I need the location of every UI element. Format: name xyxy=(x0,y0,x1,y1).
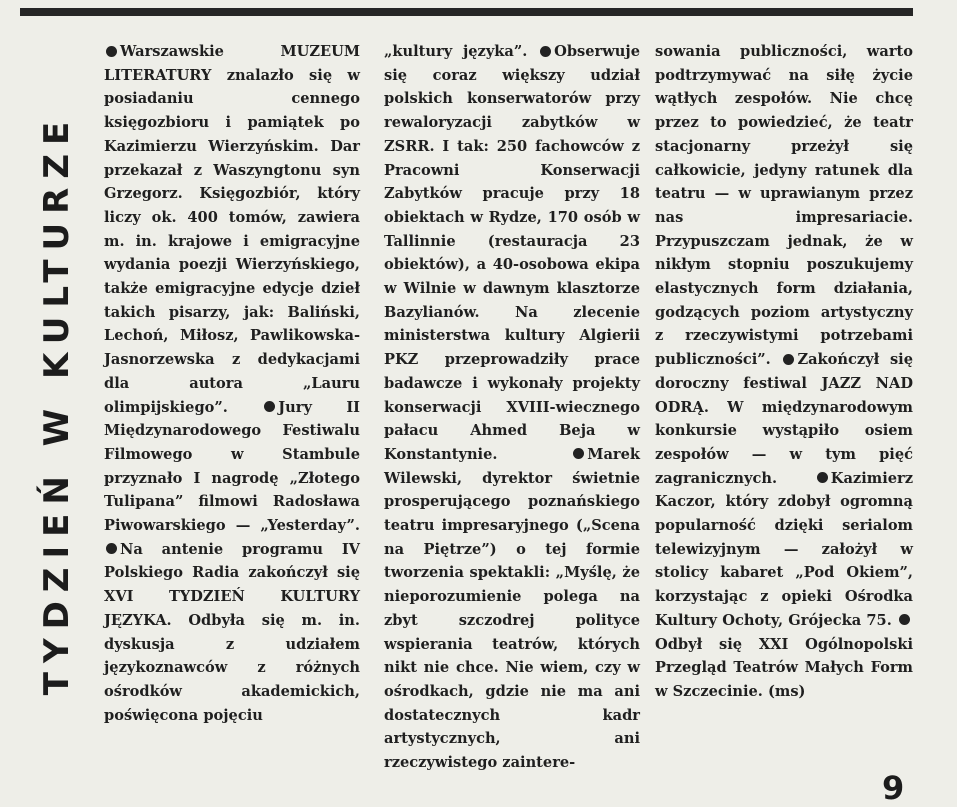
person-name: Radosława Piwowarskiego xyxy=(104,493,360,535)
column-1 xyxy=(104,40,360,727)
bullet-icon xyxy=(899,614,910,625)
bullet-icon xyxy=(106,543,117,554)
top-rule xyxy=(20,8,913,16)
section-title: TYDZIEŃ W KULTURZE xyxy=(37,112,78,696)
bullet-icon xyxy=(573,448,584,459)
column-3 xyxy=(655,40,913,704)
person-name: Kazimierz Kaczor, xyxy=(655,469,913,511)
bullet-icon xyxy=(817,472,828,483)
page-number: 9 xyxy=(882,769,905,807)
column-1-text: Warszawskie MUZEUM LITERATURY znalazło się w posiadaniu cennego księgozbioru i pamiątek po Kazimierzu Wierzyńskim. Dar przekazał z Waszyngtonu syn Grzegorz. Księgozbiór, który liczy ok. 400 tomów, zawiera m. in. krajowe i emigracyjne wydania poezji Wierzyńskiego, także emigracyjne edycje dzieł takich pisarzy, jak: Baliński, Lechoń, Miłosz, Pawlikowska-Jasnorzewska z dedykacjami dla autora „Lauru olimpijskiego”. Jury II Międzynarodowego Festiwalu Filmowego w Stambule przyznało I nagrodę „Złotego Tulipana” filmowi Radosława Piwowarskiego — „Yesterday”. Na antenie programu IV Polskiego Radia zakończył się XVI TYDZIEŃ KULTURY JĘZYKA. Odbyła się m. in. dyskusja z udziałem językoznawców z różnych ośrodków akademickich, poświęcona pojęciu xyxy=(104,43,360,724)
column-2 xyxy=(384,40,640,775)
bullet-icon xyxy=(106,46,117,57)
column-3-text: sowania publiczności, warto podtrzymywać na siłę życie wątłych zespołów. Nie chcę przez to powiedzieć, że teatr stacjonarny przeżył się całkowicie, jedyny ratunek dla teatru — w uprawianym przez nas impresariacie. Przypuszczam jednak, że w nikłym stopniu poszukujemy elastycznych form działania, godzących poziom artystyczny z rzeczywistymi potrzebami publiczności”. Zakończył się doroczny festiwal JAZZ NAD ODRĄ. W międzynarodowym konkursie wystąpiło osiem zespołów — w tym pięć zagranicznych. Kazimierz Kaczor, który zdobył ogromną popularność dzięki serialom telewizyjnym — założył w stolicy kabaret „Pod Okiem”, korzystając z opieki Ośrodka Kultury Ochoty, Grójecka 75. Odbył się XXI Ogólnopolski Przegląd Teatrów Małych Form w Szczecinie. (ms) xyxy=(655,43,913,700)
section-title-vertical xyxy=(28,54,86,754)
person-name: Marek Wilewski, xyxy=(384,445,640,487)
person-name: Kazimierzu Wierzyńskim. xyxy=(104,137,319,155)
column-2-text: „kultury języka”. Obserwuje się coraz większy udział polskich konserwatorów przy rewaloryzacji zabytków w ZSRR. I tak: 250 fachowców z Pracowni Konserwacji Zabytków pracuje przy 18 obiektach w Rydze, 170 osób w Tallinnie (restauracja 23 obiektów), a 40-osobowa ekipa w Wilnie w dawnym klasztorze Bazylianów. Na zlecenie ministerstwa kultury Algierii PKZ przeprowadziły prace badawcze i wykonały projekty konserwacji XVIII-wiecznego pałacu Ahmed Beja w Konstantynie. Marek Wilewski, dyrektor świetnie prosperującego poznańskiego teatru impresaryjnego („Scena na Piętrze”) o tej formie tworzenia spektakli: „Myślę, że nieporozumienie polega na zbyt szczodrej polityce wspierania teatrów, których nikt nie chce. Nie wiem, czy w ośrodkach, gdzie nie ma ani dostatecznych kadr artystycznych, ani rzeczywistego zaintere- xyxy=(384,43,640,772)
bullet-icon xyxy=(264,401,275,412)
author-signature: (ms) xyxy=(767,682,806,700)
bullet-icon xyxy=(540,46,551,57)
bullet-icon xyxy=(783,354,794,365)
